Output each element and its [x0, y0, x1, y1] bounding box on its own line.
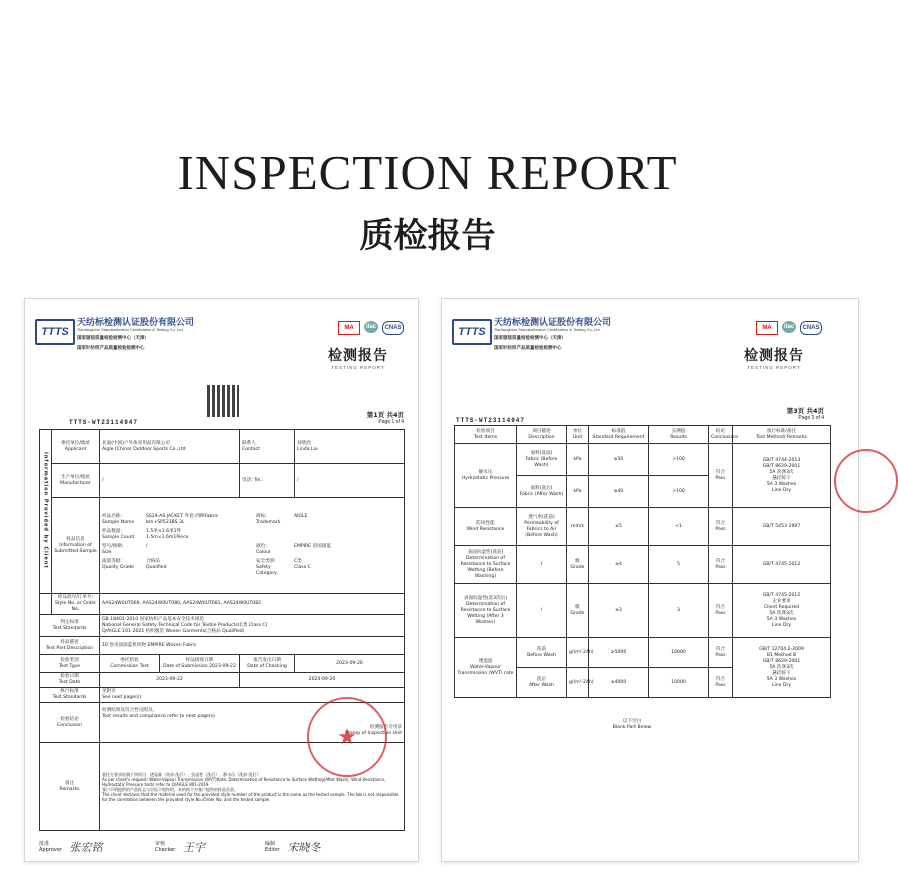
standards-value: GB 18401-2010 国家纺织产品基本安全技术规范 National General Safety Technical Code for Textile Products(C类 Class C) Q/AIGLE 101-2021 机织服装 Woven Garments(合格品 Qualified) [100, 615, 405, 637]
report-type [744, 345, 804, 370]
table-row [455, 638, 831, 668]
colour-label: 颜色: Colour [256, 544, 271, 555]
ilac-cert-icon: ilac [364, 321, 378, 333]
cell-item: 表面抗湿性(洗3次后) Determination of Resistance to Surface Wetting (After 3 Washes) [455, 584, 517, 638]
org-name-en: Tianfangbiao Standardization Certification & Testing Co.,Ltd. [494, 327, 601, 332]
contact-value: 刘欣欣 Linda.Liu [295, 430, 405, 464]
conclusion-label: 检验结论 Conclusion [40, 703, 100, 743]
col-method: 执行标准/备注 Test Method/ Remarks [733, 426, 831, 444]
ilac-cert-icon: ilac [782, 321, 796, 333]
cell-std: ≥4000 [589, 668, 649, 698]
inspection-stamp-icon: ★ [307, 697, 387, 777]
type-value: 委托检验 Commission Test [100, 655, 160, 673]
cell-std: ≤5 [589, 508, 649, 546]
cert-logos [756, 321, 822, 335]
col-standard: 标准值 Standard Requirement [589, 426, 649, 444]
org-center-2: 国家针纺织产品质量检验检测中心 [494, 346, 562, 351]
blank-cn: 以下空白 [622, 719, 642, 724]
org-center: 国家服装质量检验检测中心（天津） [494, 336, 566, 341]
cell-conc: 符合 Pass [709, 508, 733, 546]
cell-desc: 洗后 After Wash [517, 668, 567, 698]
part-label: 样品描述 Test Part Description [40, 637, 100, 655]
sample-name-value: SS24-AS JACKET 外套-四种Fabric bm+SP5238S 3L [146, 514, 219, 525]
model-label: 型号/规格: Size [102, 544, 124, 555]
cell-desc: 洗前 Before Wash [517, 638, 567, 668]
col-description: 项目描述 Description [517, 426, 567, 444]
cell-item: 防风性能 Wind Resistance [455, 508, 517, 546]
page-number [787, 407, 824, 421]
cell-std: ≥5000 [589, 638, 649, 668]
stamp-label: 检测报告专用章 Stamp of Inspection Unit [345, 725, 403, 736]
report-page-1 [24, 298, 419, 862]
org-center-2: 国家针纺织产品质量检验检测中心 [77, 346, 145, 351]
submission-value: 2023-09-22 [209, 663, 236, 669]
style-value: AAS24W0UT069, AAS24W0UT080, AAS24W0UT081, AAS24W0UT082 [100, 594, 405, 615]
side-label: Information Provided by Client [42, 451, 49, 569]
cnas-cert-icon: CNAS [382, 321, 404, 335]
inspection-stamp-icon [834, 449, 898, 513]
cert-logos [338, 321, 404, 335]
cell-desc: 面料(洗后) Fabric (After Wash) [517, 476, 567, 508]
sample-details [100, 498, 405, 594]
org-name: 天纺标检测认证股份有限公司 [77, 318, 195, 328]
checker-label: 审核 Checker [155, 841, 176, 853]
trademark-label: 商标: Trademark [256, 514, 281, 525]
cell-unit: g/(m²·24h) [567, 668, 589, 698]
testdate-value: 2023-09-22 [100, 673, 240, 688]
conclusion-value: 检测结果及符合性见附页。 Test results and compliance refer to next page(s). [102, 708, 217, 719]
approver-signature: 张宏铭 [69, 841, 103, 854]
cell-conc: 符合 Pass [709, 638, 733, 668]
report-type [328, 345, 388, 370]
page-number-cn: 第1页 共4页 [366, 411, 404, 419]
cell-result: 10000 [649, 668, 709, 698]
remarks-value: 委托方要求检测下列项目：透湿量（洗前·洗后）、抗湿性（洗后）、静水压（洗前·洗后） As per client's request: Water-Vapour Transmission (WVT)Rate, Determination of Resistance to Surface Wetting(After Wash), Wind Resistance, Hydrostatic Pressure tests refer to Q/AIGLE 801-2019. 客户声明提供的产品标志与实际不相符的，本机构不对客户提供的样品负责。 The client declares that the material used for the provided style number of the product is the same as the tested sample. The lab is not responsible for the correlation between the provided style No./Order No. and the tested sample. [100, 743, 405, 831]
cell-unit: g/(m²·24h) [567, 638, 589, 668]
col-results: 实测值 Results [649, 426, 709, 444]
cell-item: 静水压 Hydrostatic Pressure [455, 444, 517, 508]
cell-method: GB/T 4744-2013 GB/T 8629-2001 5A 洗涤3次 悬挂晾干 5A 3 Washes Line Dry [733, 444, 831, 508]
cell-result: 5 [649, 546, 709, 584]
editor-sign [265, 839, 320, 855]
cell-desc: / [517, 546, 567, 584]
report-type-en: TESTING REPORT [331, 365, 385, 370]
table-row [455, 508, 831, 546]
submission-cell [160, 655, 240, 673]
sample-count-value: 1.5米×1.6米1件 1.5m×1.6m1Piece [146, 529, 189, 540]
page-number-cn: 第3页 共4页 [786, 407, 824, 415]
results-table [454, 425, 831, 698]
tel-label: 电话: Tel.: [240, 464, 295, 498]
part-value: 10 卷帝国深蓝机织物 EMPIRE Woven Fabric [100, 637, 405, 655]
results-header-row [455, 426, 831, 444]
ma-cert-icon: MA [756, 321, 778, 335]
safety-value: C类 Class C [294, 559, 311, 570]
standards-label: 判定标准 Test Standards [40, 615, 100, 637]
exec-label: 执行标准 Test Standards [40, 688, 100, 703]
cell-item: 透湿量 Water-Vapour Transmission (WVT) rate [455, 638, 517, 698]
qr-code-icon [207, 385, 239, 417]
cell-std: ≥50 [589, 444, 649, 476]
col-unit: 单位 Unit [567, 426, 589, 444]
submission-label: 样品接收日期 Date of Submission [163, 657, 214, 669]
trademark-value: AIGLE [294, 514, 308, 519]
cell-unit: kPa [567, 444, 589, 476]
cell-result: <1 [649, 508, 709, 546]
cell-unit: 级 Grade [567, 546, 589, 584]
grade-label: 质量等级: Quality Grade [102, 559, 134, 570]
ma-cert-icon: MA [338, 321, 360, 335]
cell-unit: 级 Grade [567, 584, 589, 638]
cell-result: >100 [649, 476, 709, 508]
cell-desc: / [517, 584, 567, 638]
cell-conc: 符合 Pass [709, 584, 733, 638]
checker-sign [155, 839, 205, 855]
applicant-value: 北面(中国)户外体育用品有限公司 Aigle (China) Outdoor Sports Co.,Ltd [100, 430, 240, 464]
report-type-cn: 检测报告 [744, 348, 804, 364]
cell-result: >100 [649, 444, 709, 476]
testdate-label: 检验日期 Test Date [40, 673, 100, 688]
checker-signature: 王宇 [182, 841, 205, 854]
page-number-en: Page 1 of 4 [378, 419, 404, 425]
type-label: 检验类别 Test Type [40, 655, 100, 673]
manufacturer-label: 生产单位/地址 Manufacturer [52, 464, 100, 498]
blank-en: Blank Part Below [612, 725, 652, 730]
cell-unit: mm/s [567, 508, 589, 546]
org-name: 天纺标检测认证股份有限公司 [494, 318, 612, 328]
cell-method: GB/T 5453-1997 [733, 508, 831, 546]
org-name-en: Tianfangbiao Standardization Certification & Testing Co.,Ltd. [77, 327, 184, 332]
cell-method: GB/T 12704.2-2009 B1 Method B GB/T 8629-2001 5A 洗涤3次 悬挂晾干 5A 3 Washes Line Dry [733, 638, 831, 698]
cell-std: ≥3 [589, 584, 649, 638]
testdate-value-2: 2023-09-26 [240, 673, 405, 688]
report-number: TTTS-WT23114947 [69, 419, 139, 426]
contact-label: 联系人 Contact [240, 430, 295, 464]
ttts-logo: TTTS [35, 319, 75, 345]
org-center: 国家服装质量检验检测中心（天津） [77, 336, 149, 341]
report-page-3 [441, 298, 859, 862]
col-conclusions: 结论 Conclusions [709, 426, 733, 444]
approver-sign [39, 839, 102, 855]
applicant-label: 委托单位/地址 Applicant [52, 430, 100, 464]
sample-label: 样品信息 Information of Submitted Sample [52, 498, 100, 594]
page-subtitle: 质检报告 [359, 216, 496, 256]
style-label: 样品款号/订单号: Style No. or Order No. [52, 594, 100, 615]
sample-name-label: 样品名称: Sample Name [102, 514, 135, 525]
safety-label: 安全类别: Safety Category [256, 559, 277, 576]
cell-result: 10000 [649, 638, 709, 668]
table-row [455, 584, 831, 638]
page-number-en: Page 3 of 4 [798, 415, 824, 421]
cell-conc: 符合 Pass [709, 546, 733, 584]
editor-signature: 宋晓冬 [287, 841, 321, 854]
table-row [455, 546, 831, 584]
report-number: TTTS-WT23114947 [456, 417, 526, 424]
cell-std: ≥4 [589, 546, 649, 584]
cell-desc: 透气率(洗前) Permeability of Fabrics to Air (Before Wash) [517, 508, 567, 546]
model-value: / [146, 544, 148, 549]
ttts-logo: TTTS [452, 319, 492, 345]
exec-value: 见附页 See next page(s) [100, 688, 405, 703]
approver-label: 批准 Approver [39, 841, 62, 853]
remarks-label: 备注 Remarks [40, 743, 100, 831]
cell-result: 3 [649, 584, 709, 638]
page-title: INSPECTION REPORT [177, 145, 678, 200]
report-type-cn: 检测报告 [328, 348, 388, 364]
cell-std: ≥40 [589, 476, 649, 508]
report-type-en: TESTING REPORT [747, 365, 801, 370]
manufacturer-value: / [100, 464, 240, 498]
blank-below-note [592, 719, 672, 731]
cell-desc: 面料(洗前) Fabric (Before Wash) [517, 444, 567, 476]
client-info-side [40, 430, 52, 594]
cell-unit: kPa [567, 476, 589, 508]
checking-label: 报告发出日期 Date of Checking [240, 655, 295, 673]
cell-method: GB/T 4745-2012 [733, 546, 831, 584]
table-row [455, 444, 831, 476]
cnas-cert-icon: CNAS [800, 321, 822, 335]
page-number [367, 411, 404, 425]
cell-method: GB/T 4745-2012 企业要求 Client Required 5A 洗涤3次 5A 3 Washes Line Dry [733, 584, 831, 638]
cell-conc: 符合 Pass [709, 668, 733, 698]
grade-value: 合格品 Qualified [146, 559, 167, 570]
checking-value: 2023-09-26 [295, 655, 405, 673]
cell-item: 表面抗湿性(洗前) Determination of Resistance to Surface Wetting (Before Washing) [455, 546, 517, 584]
cell-conc: 符合 Pass [709, 444, 733, 508]
editor-label: 编制 Editor [265, 841, 280, 853]
sample-count-label: 样品数量: Sample Count [102, 529, 135, 540]
tel-value: / [295, 464, 405, 498]
col-test-items: 检验项目 Test Items [455, 426, 517, 444]
colour-value: EMPIRE 帝国深蓝 [294, 544, 331, 549]
